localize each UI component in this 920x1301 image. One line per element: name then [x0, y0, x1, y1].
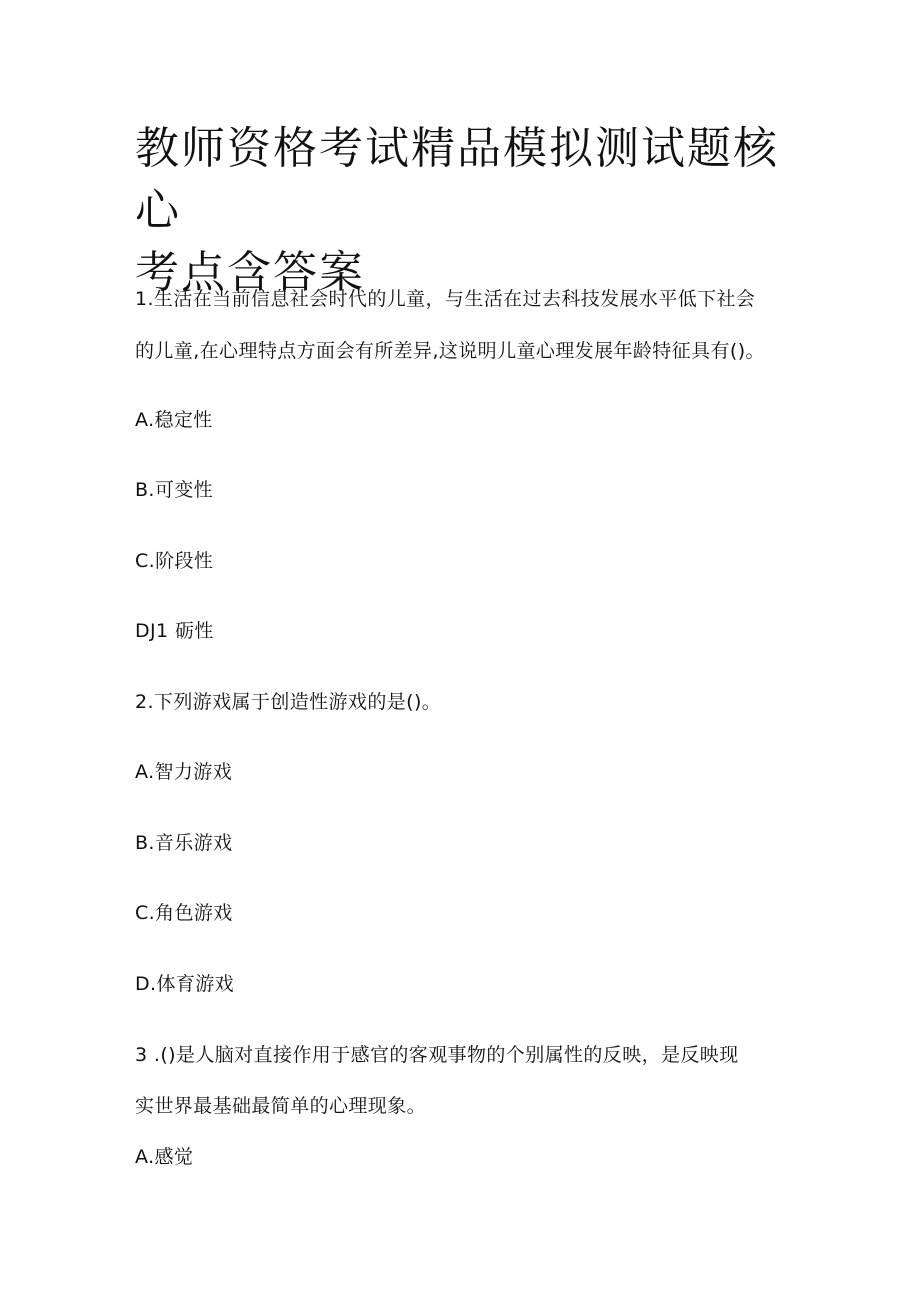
- question-1-option-c: C.阶段性: [135, 550, 214, 572]
- question-2-option-d: D.体育游戏: [135, 973, 235, 995]
- document-title: [135, 118, 815, 304]
- question-3-option-a: A.感觉: [135, 1146, 194, 1168]
- question-1-stem-line-1: 1.生活在当前信息社会时代的儿童，与生活在过去科技发展水平低下社会: [135, 288, 756, 310]
- question-3-stem-line-1: 3 .()是人脑对直接作用于感官的客观事物的个别属性的反映，是反映现: [135, 1044, 739, 1066]
- question-3-stem-line-2: 实世界最基础最简单的心理现象。: [135, 1095, 427, 1117]
- title-line-1: 教师资格考试精品模拟测试题核心: [135, 123, 779, 236]
- question-2-option-c: C.角色游戏: [135, 902, 233, 924]
- question-2-stem: 2.下列游戏属于创造性游戏的是()。: [135, 691, 442, 713]
- question-2-option-b: B.音乐游戏: [135, 832, 233, 854]
- question-1-stem-line-2: 的儿童,在心理特点方面会有所差异,这说明儿童心理发展年龄特征具有()。: [135, 340, 765, 362]
- question-1-option-b: B.可变性: [135, 479, 214, 501]
- question-1-option-a: A.稳定性: [135, 409, 213, 431]
- question-1-option-d: DJ1 砺性: [135, 620, 214, 642]
- question-2-option-a: A.智力游戏: [135, 761, 233, 783]
- title-line-2: 考点含答案: [135, 247, 365, 298]
